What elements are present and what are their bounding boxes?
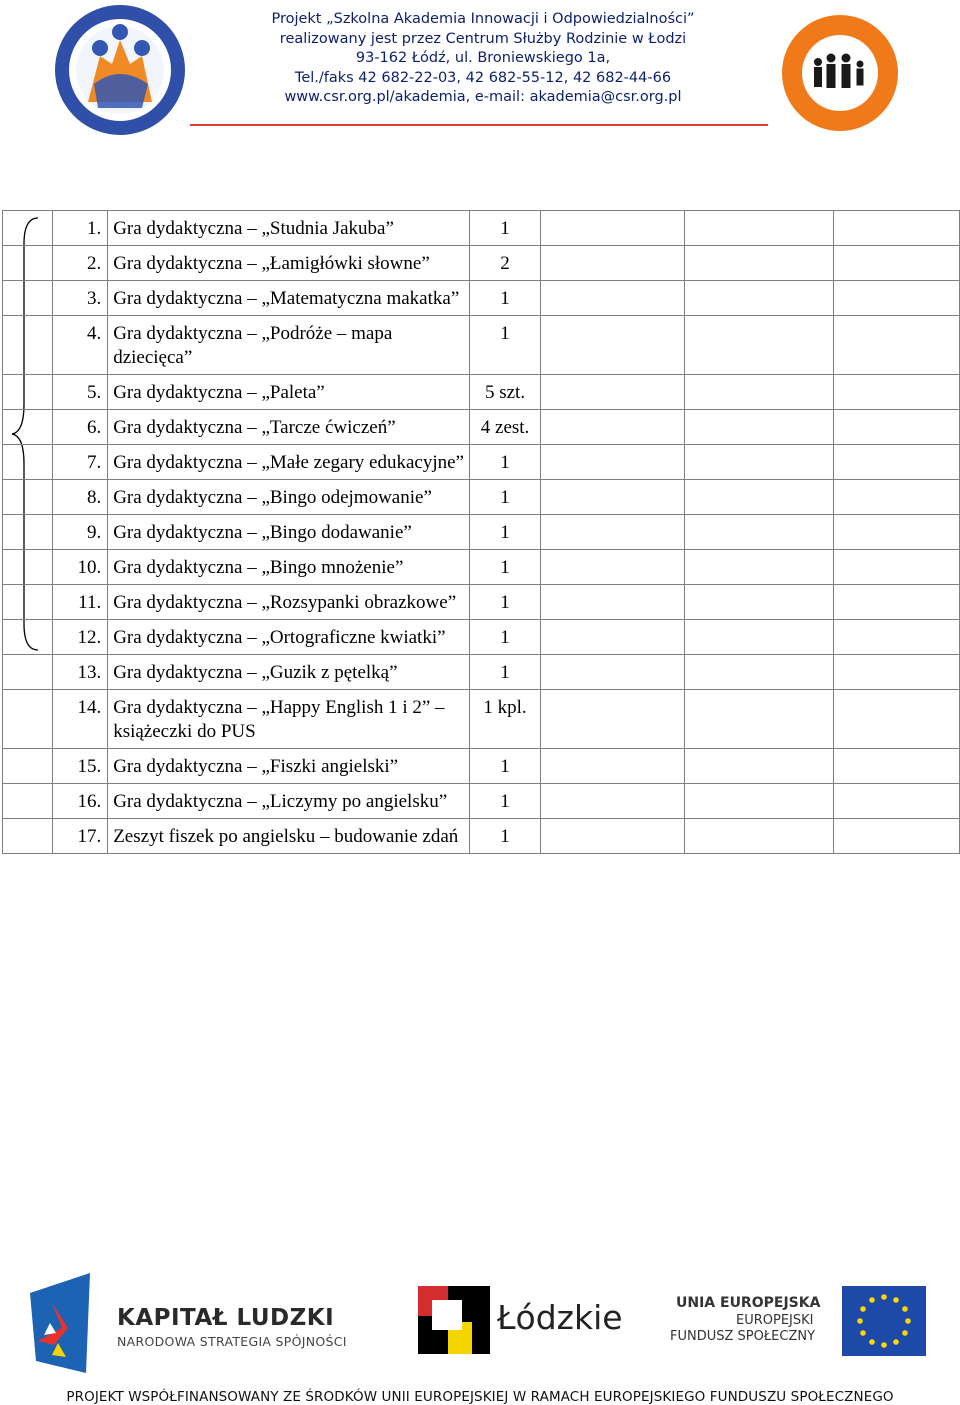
empty-cell [684, 620, 833, 655]
empty-cell [684, 480, 833, 515]
table-row [3, 655, 960, 690]
table-row [3, 316, 960, 375]
empty-cell [684, 281, 833, 316]
header-line-5: www.csr.org.pl/akademia, e-mail: akademia@csr.org.pl [284, 89, 682, 105]
item-quantity: 4 zest. [469, 410, 541, 445]
item-number: 17. [53, 819, 108, 854]
item-quantity: 2 [469, 246, 541, 281]
item-name: Gra dydaktyczna – „Matematyczna makatka” [108, 281, 470, 316]
item-number: 2. [53, 246, 108, 281]
table-row [3, 819, 960, 854]
item-number: 7. [53, 445, 108, 480]
empty-cell [541, 445, 684, 480]
table-row [3, 784, 960, 819]
school-academy-logo [50, 4, 190, 136]
cofinancing-note: PROJEKT WSPÓŁFINANSOWANY ZE ŚRODKÓW UNII EUROPEJSKIEJ W RAMACH EUROPEJSKIEGO FUNDUSZU SPOŁECZNEGO [66, 1389, 894, 1405]
empty-cell [834, 749, 960, 784]
lodzkie-logo-icon [418, 1286, 490, 1354]
item-quantity: 1 [469, 819, 541, 854]
empty-cell [684, 445, 833, 480]
empty-cell [541, 375, 684, 410]
item-quantity: 1 [469, 515, 541, 550]
brace-cell [3, 375, 53, 410]
item-number: 10. [53, 550, 108, 585]
table-row [3, 585, 960, 620]
empty-cell [541, 620, 684, 655]
item-number: 3. [53, 281, 108, 316]
family-service-center-logo [768, 10, 913, 136]
table-row [3, 550, 960, 585]
item-number: 9. [53, 515, 108, 550]
header-line-2: realizowany jest przez Centrum Służby Rodzinie w Łodzi [279, 30, 687, 47]
item-quantity: 1 [469, 620, 541, 655]
brace-cell [3, 655, 53, 690]
item-quantity: 1 [469, 281, 541, 316]
item-quantity: 1 [469, 655, 541, 690]
item-number: 16. [53, 784, 108, 819]
item-quantity: 1 [469, 445, 541, 480]
brace-cell [3, 690, 53, 749]
table-row [3, 246, 960, 281]
empty-cell [834, 655, 960, 690]
empty-cell [834, 819, 960, 854]
brace-cell [3, 550, 53, 585]
empty-cell [834, 246, 960, 281]
table-row [3, 480, 960, 515]
item-quantity: 5 szt. [469, 375, 541, 410]
item-name: Gra dydaktyczna – „Podróże – mapa dziecięca” [108, 316, 470, 375]
empty-cell [834, 585, 960, 620]
item-number: 11. [53, 585, 108, 620]
empty-cell [541, 316, 684, 375]
empty-cell [684, 585, 833, 620]
brace-cell [3, 316, 53, 375]
empty-cell [684, 515, 833, 550]
empty-cell [541, 749, 684, 784]
empty-cell [684, 375, 833, 410]
empty-cell [541, 515, 684, 550]
empty-cell [834, 316, 960, 375]
item-name: Gra dydaktyczna – „Paleta” [108, 375, 470, 410]
brace-cell [3, 246, 53, 281]
empty-cell [684, 211, 833, 246]
empty-cell [834, 550, 960, 585]
item-name: Gra dydaktyczna – „Bingo dodawanie” [108, 515, 470, 550]
item-number: 5. [53, 375, 108, 410]
brace-cell [3, 445, 53, 480]
kapital-ludzki-title: KAPITAŁ LUDZKI [117, 1305, 335, 1331]
item-name: Gra dydaktyczna – „Liczymy po angielsku” [108, 784, 470, 819]
eu-flag-icon [842, 1286, 926, 1356]
empty-cell [541, 655, 684, 690]
table-row [3, 690, 960, 749]
empty-cell [541, 819, 684, 854]
empty-cell [684, 690, 833, 749]
table-row [3, 375, 960, 410]
table-row [3, 410, 960, 445]
item-number: 15. [53, 749, 108, 784]
brace-cell [3, 480, 53, 515]
header-line-3: 93-162 Łódź, ul. Broniewskiego 1a, [355, 50, 611, 66]
item-name: Gra dydaktyczna – „Happy English 1 i 2” – książeczki do PUS [108, 690, 470, 749]
brace-cell [3, 515, 53, 550]
brace-cell [3, 620, 53, 655]
header-line-1: Projekt „Szkolna Akademia Innowacji i Odpowiedzialności” [271, 11, 695, 27]
item-quantity: 1 [469, 480, 541, 515]
item-name: Gra dydaktyczna – „Guzik z pętelką” [108, 655, 470, 690]
eu-line-2: EUROPEJSKI [736, 1313, 814, 1328]
item-quantity: 1 [469, 749, 541, 784]
item-quantity: 1 [469, 550, 541, 585]
item-name: Gra dydaktyczna – „Ortograficzne kwiatki” [108, 620, 470, 655]
item-name: Gra dydaktyczna – „Rozsypanki obrazkowe” [108, 585, 470, 620]
empty-cell [684, 749, 833, 784]
header-line-4: Tel./faks 42 682-22-03, 42 682-55-12, 42 682-44-66 [294, 69, 672, 86]
empty-cell [684, 550, 833, 585]
item-name: Gra dydaktyczna – „Fiszki angielski” [108, 749, 470, 784]
table-row [3, 281, 960, 316]
brace-cell [3, 749, 53, 784]
item-number: 4. [53, 316, 108, 375]
lodzkie-label: Łódzkie [497, 1298, 623, 1337]
empty-cell [684, 316, 833, 375]
empty-cell [834, 515, 960, 550]
table-row [3, 445, 960, 480]
item-name: Gra dydaktyczna – „Łamigłówki słowne” [108, 246, 470, 281]
item-number: 1. [53, 211, 108, 246]
item-quantity: 1 kpl. [469, 690, 541, 749]
brace-cell [3, 585, 53, 620]
empty-cell [541, 784, 684, 819]
empty-cell [834, 445, 960, 480]
empty-cell [834, 410, 960, 445]
item-quantity: 1 [469, 211, 541, 246]
empty-cell [684, 819, 833, 854]
empty-cell [541, 410, 684, 445]
item-name: Gra dydaktyczna – „Tarcze ćwiczeń” [108, 410, 470, 445]
brace-cell [3, 784, 53, 819]
empty-cell [541, 585, 684, 620]
brace-cell [3, 211, 53, 246]
header-divider [190, 124, 768, 126]
empty-cell [541, 281, 684, 316]
item-number: 8. [53, 480, 108, 515]
empty-cell [684, 784, 833, 819]
item-number: 6. [53, 410, 108, 445]
empty-cell [684, 246, 833, 281]
brace-cell [3, 410, 53, 445]
eu-line-3: FUNDUSZ SPOŁECZNY [670, 1329, 816, 1344]
empty-cell [541, 211, 684, 246]
empty-cell [834, 375, 960, 410]
item-name: Gra dydaktyczna – „Studnia Jakuba” [108, 211, 470, 246]
header-contact-block [258, 10, 708, 108]
empty-cell [834, 281, 960, 316]
item-name: Zeszyt fiszek po angielsku – budowanie zdań [108, 819, 470, 854]
empty-cell [834, 784, 960, 819]
item-name: Gra dydaktyczna – „Małe zegary edukacyjne” [108, 445, 470, 480]
item-quantity: 1 [469, 784, 541, 819]
empty-cell [541, 246, 684, 281]
brace-cell [3, 819, 53, 854]
kapital-ludzki-subtitle: NARODOWA STRATEGIA SPÓJNOŚCI [117, 1334, 347, 1349]
empty-cell [541, 690, 684, 749]
item-name: Gra dydaktyczna – „Bingo mnożenie” [108, 550, 470, 585]
items-table [2, 210, 960, 854]
empty-cell [541, 550, 684, 585]
table-row [3, 620, 960, 655]
empty-cell [834, 480, 960, 515]
item-name: Gra dydaktyczna – „Bingo odejmowanie” [108, 480, 470, 515]
empty-cell [834, 211, 960, 246]
empty-cell [834, 690, 960, 749]
brace-cell [3, 281, 53, 316]
empty-cell [684, 410, 833, 445]
item-quantity: 1 [469, 316, 541, 375]
eu-line-1: UNIA EUROPEJSKA [676, 1295, 821, 1311]
empty-cell [541, 480, 684, 515]
table-row [3, 211, 960, 246]
table-row [3, 515, 960, 550]
item-number: 12. [53, 620, 108, 655]
table-row [3, 749, 960, 784]
kapital-ludzki-star-icon [30, 1273, 112, 1373]
item-number: 14. [53, 690, 108, 749]
empty-cell [834, 620, 960, 655]
item-number: 13. [53, 655, 108, 690]
item-quantity: 1 [469, 585, 541, 620]
empty-cell [684, 655, 833, 690]
